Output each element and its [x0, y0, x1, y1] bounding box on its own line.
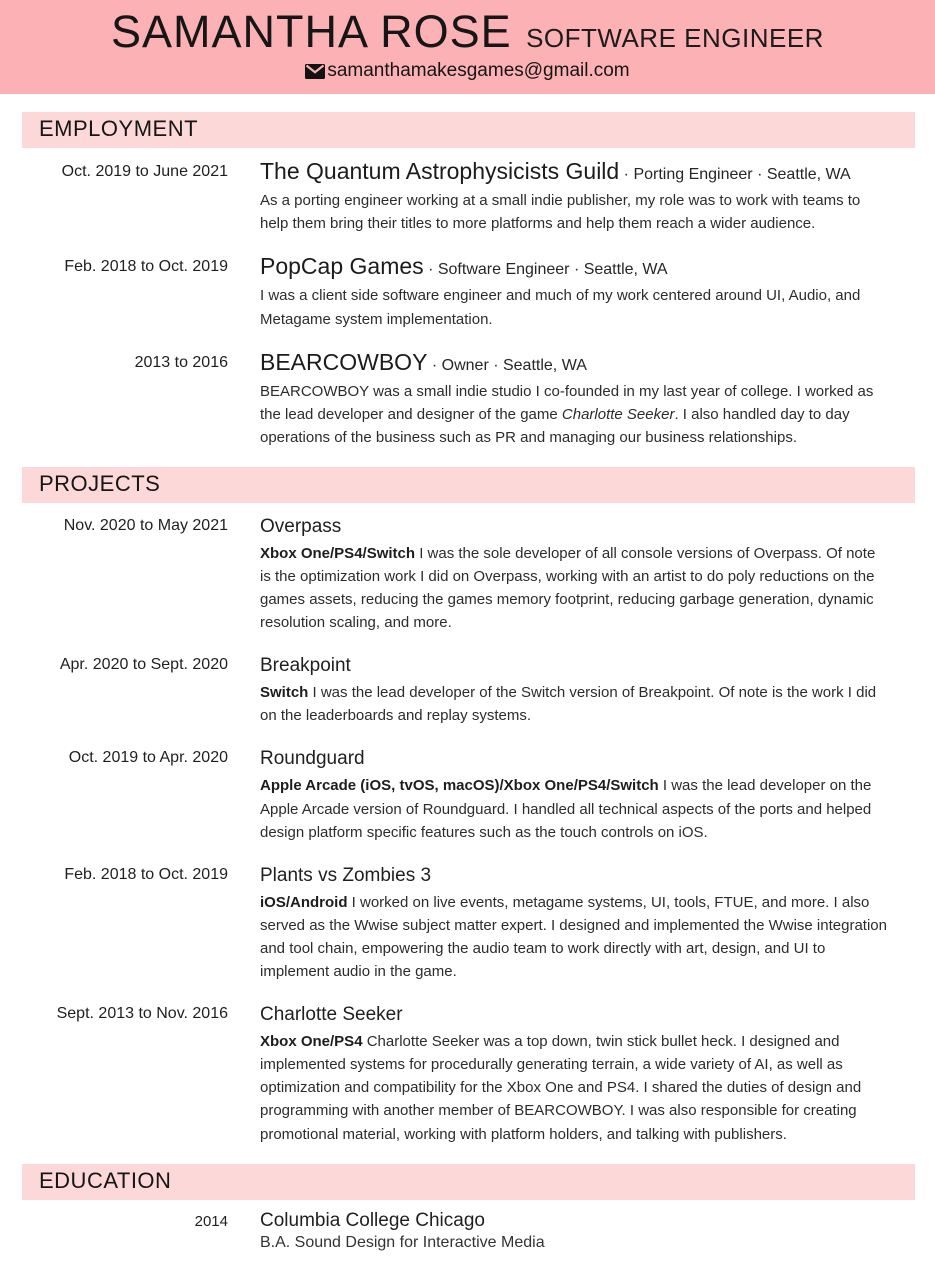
- entry-description: Apple Arcade (iOS, tvOS, macOS)/Xbox One/PS4/Switch I was the lead developer on the Apple Arcade version of Roundguard. I handled all technical aspects of the ports and helped design platform specific features such as the touch controls on iOS.: [260, 777, 872, 841]
- entry-date: 2014: [194, 1212, 228, 1230]
- entry-description: Xbox One/PS4/Switch I was the sole developer of all console versions of Overpass. Of note is the optimization work I did on Overpass, working with an artist to do poly reductions on the games assets, reducing the games memory footprint, reducing garbage generation, dynamic resolution scaling, and more.: [260, 544, 876, 632]
- entry-content: [260, 652, 920, 727]
- entry-content: [260, 1001, 920, 1145]
- employment-entry: [0, 253, 935, 330]
- entry-date: Sept. 2013 to Nov. 2016: [56, 1005, 228, 1023]
- entry-description: iOS/Android I worked on live events, metagame systems, UI, tools, FTUE, and more. I also served as the Wwise subject matter expert. I designed and implemented the Wwise integration and tool chain, empowering the audio team to work directly with art, design, and UI to implement audio in the game.: [260, 893, 887, 981]
- resume-header: [0, 0, 935, 94]
- section-header-projects: PROJECTS: [22, 467, 915, 503]
- entry-date: Oct. 2019 to June 2021: [61, 163, 228, 181]
- platforms-label: Xbox One/PS4: [260, 1033, 363, 1051]
- employment-entry: [0, 158, 935, 235]
- platforms-label: Switch: [260, 684, 309, 702]
- project-entry: [0, 745, 935, 843]
- project-entry: [0, 513, 935, 634]
- entry-content: [260, 745, 920, 843]
- entry-heading: [260, 158, 890, 185]
- entry-date: Oct. 2019 to Apr. 2020: [68, 749, 228, 767]
- entry-description: Switch I was the lead developer of the Switch version of Breakpoint. Of note is the work I did on the leaderboards and replay systems.: [260, 684, 877, 725]
- entry-content: [260, 862, 920, 983]
- project-title: Plants vs Zombies 3: [260, 864, 432, 886]
- section-header-education: EDUCATION: [22, 1164, 915, 1200]
- entry-content: [260, 513, 920, 634]
- project-title: Overpass: [260, 515, 342, 537]
- entry-date: 2013 to 2016: [134, 353, 228, 371]
- entry-description: Xbox One/PS4 Charlotte Seeker was a top down, twin stick bullet heck. I designed and implemented systems for procedurally generating terrain, a wide variety of AI, as well as optimization and compatibility for the Xbox One and PS4. I shared the duties of design and programming with another member of BEARCOWBOY. I was also responsible for creating promotional material, working with platform holders, and talking with publishers.: [260, 1033, 862, 1143]
- entry-date: Feb. 2018 to Oct. 2019: [64, 258, 228, 276]
- entry-date: Apr. 2020 to Sept. 2020: [59, 656, 228, 674]
- section-employment: [0, 112, 935, 449]
- org-meta: · Software Engineer · Seattle, WA: [423, 261, 668, 279]
- employment-entry: [0, 349, 935, 449]
- project-entry: [0, 652, 935, 727]
- project-entry: [0, 1001, 935, 1145]
- education-entry: [0, 1210, 935, 1252]
- entry-content: [260, 1210, 920, 1252]
- project-title: Roundguard: [260, 748, 365, 770]
- header-title-line: [0, 8, 935, 55]
- section-education: [0, 1164, 935, 1252]
- project-title: Breakpoint: [260, 655, 351, 677]
- project-title: Charlotte Seeker: [260, 1004, 403, 1026]
- email-address: samanthamakesgames@gmail.com: [327, 60, 630, 82]
- platforms-label: iOS/Android: [260, 893, 348, 911]
- section-projects: [0, 467, 935, 1146]
- entry-content: [260, 253, 920, 330]
- envelope-icon: [305, 64, 325, 79]
- entry-heading: [260, 349, 890, 376]
- section-header-employment: EMPLOYMENT: [22, 112, 915, 148]
- degree-name: B.A. Sound Design for Interactive Media: [260, 1233, 545, 1251]
- person-name: SAMANTHA ROSE: [111, 6, 512, 57]
- platforms-label: Apple Arcade (iOS, tvOS, macOS)/Xbox One/PS4/Switch: [260, 777, 659, 795]
- entry-description: As a porting engineer working at a small indie publisher, my role was to work with teams to help them bring their titles to more platforms and help them reach a wider audience.: [260, 192, 861, 233]
- org-name: The Quantum Astrophysicists Guild: [260, 158, 620, 185]
- entry-heading: [260, 253, 890, 280]
- job-title: SOFTWARE ENGINEER: [526, 23, 824, 53]
- org-meta: · Owner · Seattle, WA: [427, 356, 587, 374]
- entry-description: BEARCOWBOY was a small indie studio I co-founded in my last year of college. I worked as the lead developer and designer of the game Charlotte Seeker. I also handled day to day operations of the business such as PR and managing our business relationships.: [260, 382, 874, 446]
- org-meta: · Porting Engineer · Seattle, WA: [619, 166, 851, 184]
- entry-date: Nov. 2020 to May 2021: [63, 516, 228, 534]
- entry-content: [260, 158, 920, 235]
- entry-content: [260, 349, 920, 449]
- org-name: PopCap Games: [260, 253, 424, 280]
- entry-date: Feb. 2018 to Oct. 2019: [64, 865, 228, 883]
- email-row[interactable]: [0, 60, 935, 82]
- school-name: Columbia College Chicago: [260, 1209, 485, 1231]
- platforms-label: Xbox One/PS4/Switch: [260, 544, 416, 562]
- game-title-italic: Charlotte Seeker: [561, 405, 675, 423]
- project-entry: [0, 862, 935, 983]
- entry-description: I was a client side software engineer and much of my work centered around UI, Audio, and Metagame system implementation.: [260, 287, 861, 328]
- org-name: BEARCOWBOY: [260, 348, 428, 375]
